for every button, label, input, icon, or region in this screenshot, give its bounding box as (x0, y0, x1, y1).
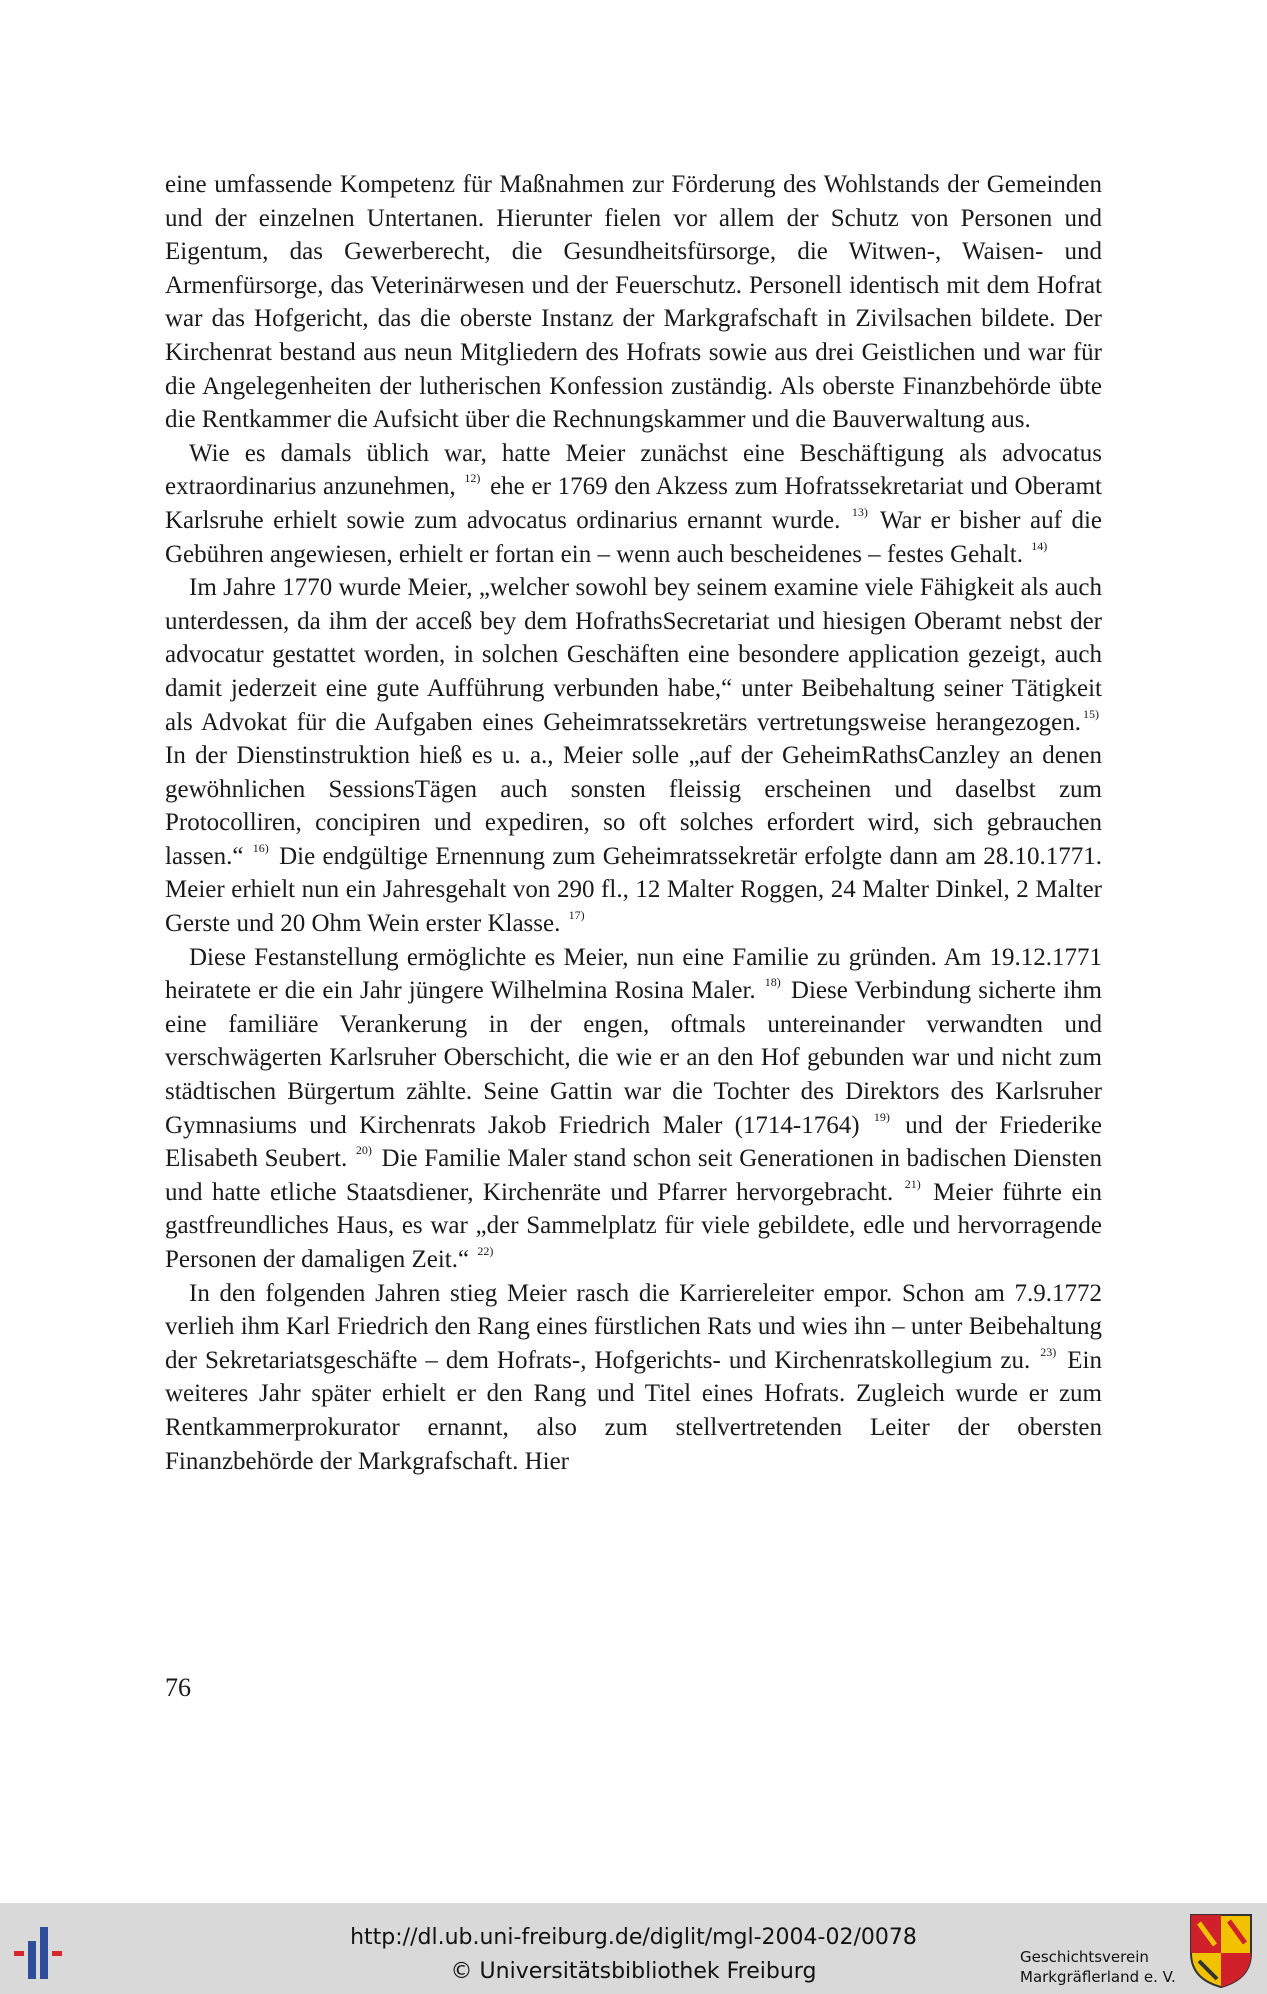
footnote-marker[interactable]: 21) (904, 1176, 921, 1191)
document-url-link[interactable]: http://dl.ub.uni-freiburg.de/diglit/mgl-2004-02/0078 (350, 1925, 917, 1950)
text-run: Wie es damals üblich war, hatte Meier zunächst eine Beschäftigung als advocatus extraordinarius anzunehmen, (165, 439, 1102, 501)
footnote-marker[interactable]: 18) (764, 975, 781, 990)
footnote-marker[interactable]: 15) (1083, 706, 1099, 721)
footnote-marker[interactable]: 20) (355, 1143, 372, 1158)
footnote-marker[interactable]: 12) (464, 471, 481, 486)
text-run: War er bisher auf die Gebühren angewiesen, erhielt er fortan ein – wenn auch bescheidenes – festes Gehalt. (165, 506, 1102, 568)
paragraph (165, 571, 1102, 941)
text-run: ehe er 1769 den Akzess zum Hofratssekretariat und Oberamt Karlsruhe erhielt sowie zum advocatus ordinarius ernannt wurde. (165, 473, 1102, 534)
paragraph (165, 168, 1102, 437)
publisher-line-1: Geschichtsverein (1020, 1948, 1149, 1966)
text-run: Die endgültige Ernennung zum Geheimratssekretär erfolgte dann am 28.10.1771. Meier erhielt nun ein Jahresgehalt von 290 fl., 12 Malter Roggen, 24 Malter Dinkel, 2 Malter Gerste und 20 Ohm Wein erster Klasse. (165, 842, 1102, 938)
footnote-marker[interactable]: 14) (1031, 538, 1048, 553)
footnote-marker[interactable]: 23) (1040, 1344, 1057, 1359)
text-run: Die Familie Maler stand schon seit Generationen in badischen Diensten und hatte etliche Staatsdiener, Kirchenräte und Pfarrer hervorgebracht. (165, 1145, 1102, 1206)
publisher-line-2: Markgräflerland e. V. (1020, 1968, 1176, 1986)
footnote-marker[interactable]: 22) (477, 1244, 494, 1258)
text-run: eine umfassende Kompetenz für Maßnahmen zur Förderung des Wohlstands der Gemeinden und der einzelnen Untertanen. Hierunter fielen vor allem der Schutz von Personen und Eigentum, das Gewerberecht, die Gesundheitsfürsorge, die Witwen-, Waisen- und Armenfürsorge, das Veterinärwesen und der Feuerschutz. Personell identisch mit dem Hofrat war das Hofgericht, das die oberste Instanz der Markgrafschaft in Zivilsachen bildete. Der Kirchenrat bestand aus neun Mitgliedern des Hofrats sowie aus drei Geistlichen und war für die Angelegenheiten der lutherischen Konfession zuständig. Als oberste Finanzbehörde übte die Rentkammer die Aufsicht über die Rechnungskammer und die Bauverwaltung aus. (165, 171, 1102, 434)
footnote-marker[interactable]: 17) (568, 908, 585, 923)
footnote-marker[interactable]: 16) (252, 840, 269, 855)
viewer-footer (0, 1903, 1267, 1994)
body-text (165, 168, 1102, 1478)
paragraph (165, 437, 1102, 571)
footnote-marker[interactable]: 19) (873, 1109, 890, 1124)
footnote-marker[interactable]: 13) (851, 504, 868, 519)
crest-icon (1189, 1913, 1253, 1989)
text-run: Diese Festanstellung ermöglichte es Meier, nun eine Familie zu gründen. Am 19.12.1771 heiratete er die ein Jahr jüngere Wilhelmina Rosina Maler. (165, 943, 1102, 1005)
text-run: In der Dienstinstruktion hieß es u. a., Meier solle „auf der GeheimRathsCanzley an denen gewöhnlichen SessionsTägen auch sonsten fleissig erscheinen und daselbst zum Protocolliren, concipiren und expediren, so oft solches erfordert wird, sich gebrauchen lassen.“ (165, 742, 1102, 870)
copyright-text: © Universitätsbibliothek Freiburg (450, 1959, 817, 1984)
paragraph (165, 941, 1102, 1277)
publisher-name (1020, 1947, 1176, 1987)
page-number: 76 (165, 1673, 191, 1702)
paragraph (165, 1277, 1102, 1479)
text-run: und der Friederike Elisabeth Seubert. (165, 1111, 1102, 1173)
text-run: Meier führte ein gastfreundliches Haus, es war „der Sammelplatz für viele gebildete, edle und hervorragende Personen der damaligen Zeit.“ (165, 1178, 1102, 1273)
text-run: Ein weiteres Jahr später erhielt er den Rang und Titel eines Hofrats. Zugleich wurde er zum Rentkammerprokurator ernannt, also zum stellvertretenden Leiter der obersten Finanzbehörde der Markgrafschaft. Hier (165, 1346, 1103, 1475)
text-run: Im Jahre 1770 wurde Meier, „welcher sowohl bey seinem examine viele Fähigkeit als auch unterdessen, da ihm der acceß bey dem HofrathsSecretariat und hiesigen Oberamt nebst der advocatur gestattet worden, in solchen Geschäften eine besondere application gezeigt, auch damit jederzeit eine gute Aufführung verbunden habe,“ unter Beibehaltung seiner Tätigkeit als Advokat für die Aufgaben eines Geheimratssekretärs vertretungsweise herangezogen. (165, 574, 1102, 736)
text-run: In den folgenden Jahren stieg Meier rasch die Karriereleiter empor. Schon am 7.9.1772 verlieh ihm Karl Friedrich den Rang eines fürstlichen Rats und wies ihn – unter Beibehaltung der Sekretariatsgeschäfte – dem Hofrats-, Hofgerichts- und Kirchenratskollegium zu. (165, 1279, 1102, 1374)
text-run: Diese Verbindung sicherte ihm eine familiäre Verankerung in der engen, oftmals untereinander verwandten und verschwägerten Karlsruher Oberschicht, die wie er an den Hof gebunden war und nicht zum städtischen Bürgertum zählte. Seine Gattin war die Tochter des Direktors des Karlsruher Gymnasiums und Kirchenrats Jakob Friedrich Maler (1714-1764) (165, 977, 1102, 1139)
